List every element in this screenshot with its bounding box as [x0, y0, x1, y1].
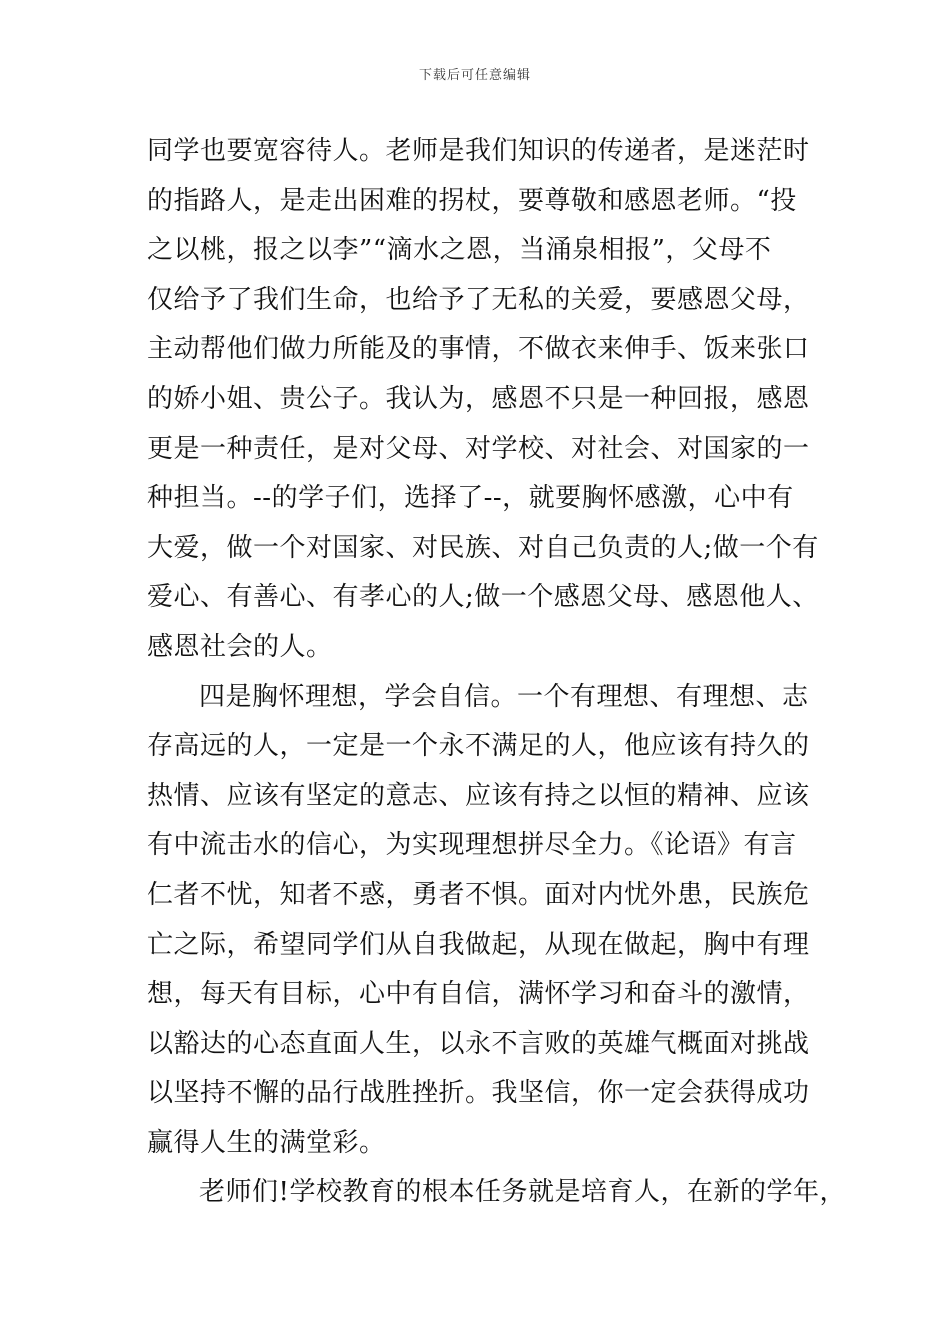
- text-line: 主动帮他们做力所能及的事情，不做衣来伸手、饭来张口: [147, 334, 810, 365]
- text-line: 想，每天有目标，心中有自信，满怀学习和奋斗的激情，: [147, 979, 810, 1010]
- text-line: 的娇小姐、贵公子。我认为，感恩不只是一种回报，感恩: [147, 383, 810, 414]
- text-line: 的指路人，是走出困难的拐杖，要尊敬和感恩老师。“投: [147, 185, 797, 216]
- text-line: 大爱，做一个对国家、对民族、对自己负责的人;做一个有: [147, 532, 819, 563]
- text-line: 仅给予了我们生命，也给予了无私的关爱，要感恩父母，: [147, 284, 810, 315]
- text-line: 之以桃，报之以李”“滴水之恩，当涌泉相报”，父母不: [147, 235, 772, 266]
- text-line: 爱心、有善心、有孝心的人;做一个感恩父母、感恩他人、: [147, 582, 819, 613]
- text-line: 种担当。--的学子们，选择了--，就要胸怀感激，心中有: [147, 483, 794, 514]
- text-line: 感恩社会的人。: [147, 631, 333, 662]
- text-line: 以豁达的心态直面人生，以永不言败的英雄气概面对挑战: [147, 1028, 810, 1059]
- text-line: 同学也要宽容待人。老师是我们知识的传递者，是迷茫时: [147, 136, 810, 166]
- text-line: 赢得人生的满堂彩。: [147, 1127, 386, 1158]
- page-header: 下载后可任意编辑: [418, 68, 531, 83]
- document-body: [147, 127, 846, 1218]
- paragraph-start-line: 四是胸怀理想，学会自信。一个有理想、有理想、志: [199, 681, 809, 712]
- text-line: 以坚持不懈的品行战胜挫折。我坚信，你一定会获得成功: [147, 1078, 810, 1109]
- text-line: 热情、应该有坚定的意志、应该有持之以恒的精神、应该: [147, 780, 810, 811]
- text-line: 仁者不忧，知者不惑，勇者不惧。面对内忧外患，民族危: [147, 879, 810, 910]
- text-line: 存高远的人，一定是一个永不满足的人，他应该有持久的: [147, 731, 810, 762]
- text-line: 亡之际，希望同学们从自我做起，从现在做起，胸中有理: [147, 929, 810, 960]
- text-line: 更是一种责任，是对父母、对学校、对社会、对国家的一: [147, 433, 810, 464]
- paragraph-start-line: 老师们!学校教育的根本任务就是培育人，在新的学年，: [199, 1177, 846, 1208]
- text-line: 有中流击水的信心，为实现理想拼尽全力。《论语》有言: [147, 830, 797, 861]
